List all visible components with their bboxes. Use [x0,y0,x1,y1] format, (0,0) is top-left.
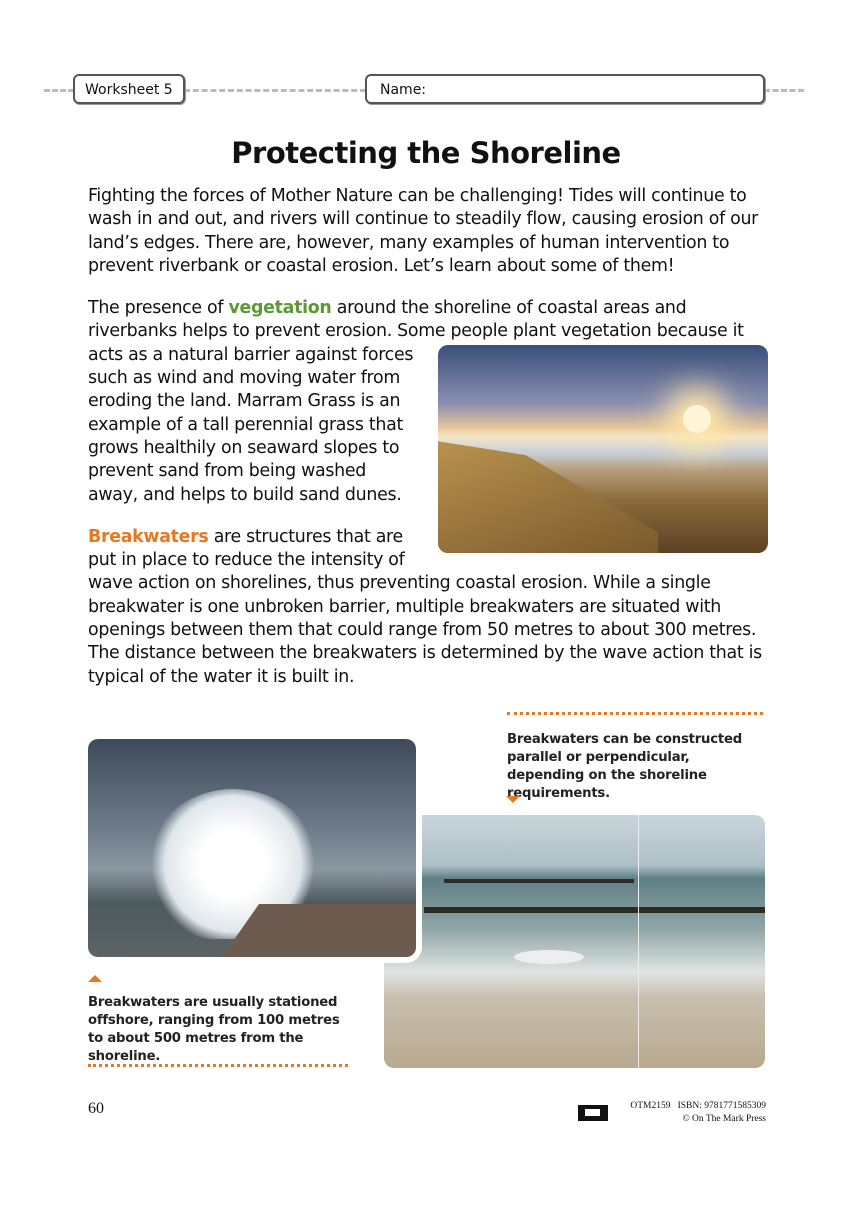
caption-left-divider [88,1064,348,1067]
header-dash-left [44,89,74,92]
breakwaters-text: are structures that are put in place to reduce the intensity of wave action on shorelines, thus preventing coastal erosion. While a single breakwater is one unbroken barrier, multiple breakwaters are situated with openings between them that could range from 50 metres to about 300 metres. The distance between the breakwaters is determined by the wave action that is typical of the water it is built in. [88,526,762,687]
header-dash-middle [184,89,366,92]
main-text [88,185,768,708]
arrow-up-icon [88,975,102,982]
caption-right: Breakwaters can be constructed parallel or perpendicular, depending on the shoreline requirements. [507,732,742,801]
publisher-logo-icon [578,1105,608,1121]
page-title: Protecting the Shoreline [231,136,621,170]
page-number: 60 [88,1100,104,1117]
product-code: OTM2159 [630,1101,671,1111]
name-label: Name: [380,82,427,98]
intro-paragraph: Fighting the forces of Mother Nature can be challenging! Tides will continue to wash in and out, and rivers will continue to steadily flow, causing erosion of our land’s edges. There are, however, many examples of human intervention to prevent riverbank or coastal erosion. Let’s learn about some of them! [88,186,759,276]
caption-left: Breakwaters are usually stationed offshore, ranging from 100 metres to about 500 metres from the shoreline. [88,995,340,1064]
vegetation-term: vegetation [228,298,332,319]
name-field[interactable] [365,74,765,104]
worksheet-number: Worksheet 5 [85,82,173,98]
caption-right-divider [507,712,763,715]
worksheet-label [73,74,185,104]
vegetation-text-pre: The presence of [88,298,229,319]
header-dash-right [764,89,804,92]
isbn: ISBN: 9781771585309 [677,1101,766,1111]
breakwaters-term: Breakwaters [88,526,209,547]
vegetation-text: around the shoreline of coastal areas and riverbanks helps to prevent erosion. Some people plant vegetation because it acts as a natural barrier against forces such as wind and moving water from eroding the land. Marram Grass is an example of a tall perennial grass that grows healthily on seaward slopes to prevent sand from being washed away, and helps to build sand dunes. [88,298,744,505]
dune-sunset-photo [438,345,768,553]
groyne-beach-photo [384,815,765,1068]
footer-info [624,1100,766,1126]
arrow-down-icon [506,796,520,803]
copyright: © On The Mark Press [682,1114,766,1124]
wave-splash-photo [88,739,416,957]
